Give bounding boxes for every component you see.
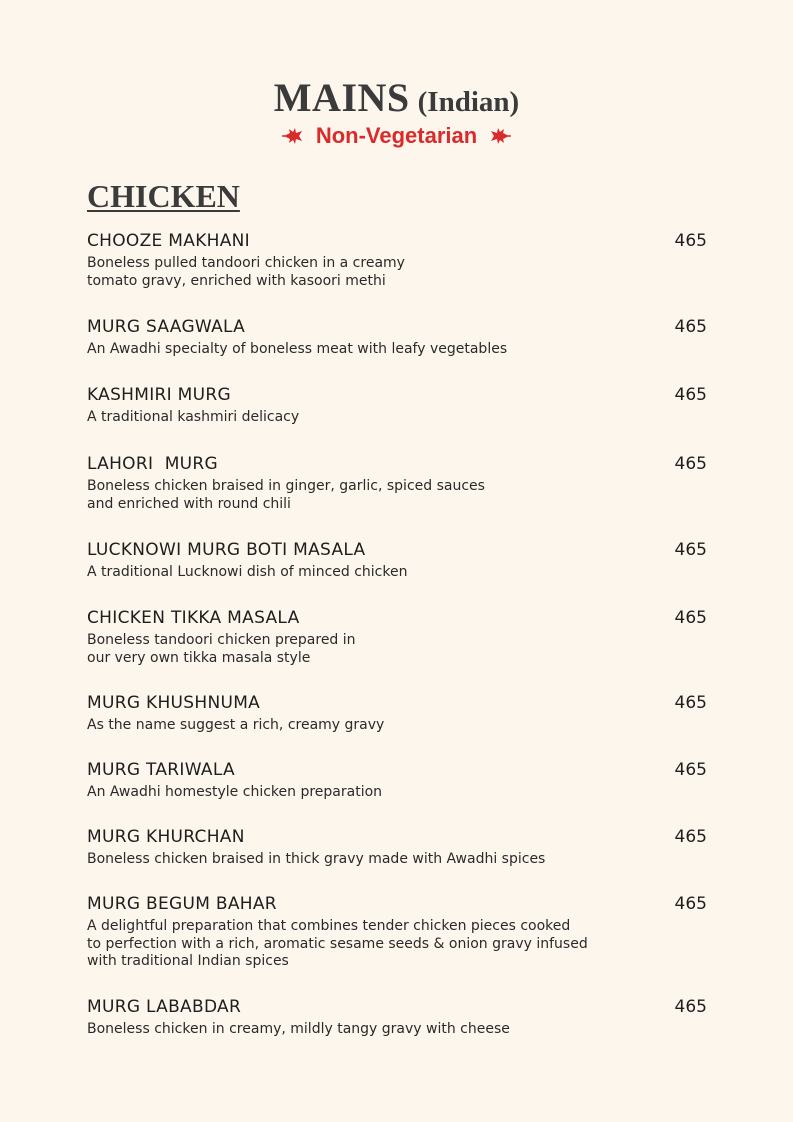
menu-item xyxy=(87,385,707,427)
menu-item xyxy=(87,454,707,513)
item-price: 465 xyxy=(674,540,707,560)
item-description-line: A traditional Lucknowi dish of minced chicken xyxy=(87,564,408,580)
page-title-suffix: (Indian) xyxy=(417,86,520,118)
item-price: 465 xyxy=(674,231,707,251)
item-name: CHOOZE MAKHANI xyxy=(87,231,250,251)
item-description xyxy=(87,341,707,359)
item-name: MURG BEGUM BAHAR xyxy=(87,894,277,914)
item-description xyxy=(87,784,707,802)
item-price: 465 xyxy=(674,608,707,628)
item-name: MURG LABABDAR xyxy=(87,997,242,1017)
item-description xyxy=(87,409,707,427)
menu-item xyxy=(87,231,707,290)
item-price: 465 xyxy=(674,760,707,780)
item-description-line: Boneless chicken braised in ginger, garlic, spiced sauces xyxy=(87,478,485,494)
item-price: 465 xyxy=(674,827,707,847)
item-description-line: Boneless pulled tandoori chicken in a creamy xyxy=(87,255,405,271)
leaf-right-icon xyxy=(489,127,511,145)
item-description-line: to perfection with a rich, aromatic sesame seeds & onion gravy infused xyxy=(87,935,588,952)
menu-item xyxy=(87,608,707,667)
item-name: LUCKNOWI MURG BOTI MASALA xyxy=(87,540,366,560)
item-description xyxy=(87,918,707,971)
item-name: KASHMIRI MURG xyxy=(87,385,231,405)
item-description xyxy=(87,632,707,667)
item-price: 465 xyxy=(674,317,707,337)
leaf-left-icon xyxy=(282,127,304,145)
item-description-line: with traditional Indian spices xyxy=(87,953,289,969)
item-description-line: An Awadhi specialty of boneless meat with leafy vegetables xyxy=(87,341,508,357)
item-description-line: Boneless chicken braised in thick gravy made with Awadhi spices xyxy=(87,851,546,867)
item-description-line: A traditional kashmiri delicacy xyxy=(87,409,300,425)
menu-item xyxy=(87,540,707,582)
item-name: MURG TARIWALA xyxy=(87,760,235,780)
item-name: MURG KHURCHAN xyxy=(87,827,245,847)
item-description-line: tomato gravy, enriched with kasoori methi xyxy=(87,272,386,289)
item-name: MURG KHUSHNUMA xyxy=(87,693,261,713)
item-description xyxy=(87,717,707,735)
item-description xyxy=(87,1021,707,1039)
item-description-line: Boneless chicken in creamy, mildly tangy gravy with cheese xyxy=(87,1021,510,1037)
menu-item xyxy=(87,894,707,971)
page-title xyxy=(0,74,793,121)
section-heading: CHICKEN xyxy=(87,178,240,214)
item-description-line: As the name suggest a rich, creamy gravy xyxy=(87,717,385,733)
item-description-line: our very own tikka masala style xyxy=(87,649,311,666)
item-price: 465 xyxy=(674,454,707,474)
item-description xyxy=(87,564,707,582)
item-name: MURG SAAGWALA xyxy=(87,317,246,337)
item-description-line: and enriched with round chili xyxy=(87,495,291,512)
item-price: 465 xyxy=(674,385,707,405)
item-name: LAHORI MURG xyxy=(87,454,218,474)
item-description-line: A delightful preparation that combines tender chicken pieces cooked xyxy=(87,918,571,934)
item-price: 465 xyxy=(674,693,707,713)
item-description xyxy=(87,851,707,869)
page-title-main: MAINS xyxy=(273,75,410,120)
menu-item xyxy=(87,997,707,1039)
item-price: 465 xyxy=(674,894,707,914)
category-subtitle xyxy=(0,122,793,149)
item-description xyxy=(87,255,707,290)
menu-item xyxy=(87,827,707,869)
subtitle-text: Non-Vegetarian xyxy=(315,123,478,149)
item-description-line: Boneless tandoori chicken prepared in xyxy=(87,632,356,648)
item-price: 465 xyxy=(674,997,707,1017)
item-description xyxy=(87,478,707,513)
menu-item xyxy=(87,760,707,802)
menu-item xyxy=(87,693,707,735)
item-description-line: An Awadhi homestyle chicken preparation xyxy=(87,784,383,800)
item-name: CHICKEN TIKKA MASALA xyxy=(87,608,300,628)
menu-item xyxy=(87,317,707,359)
